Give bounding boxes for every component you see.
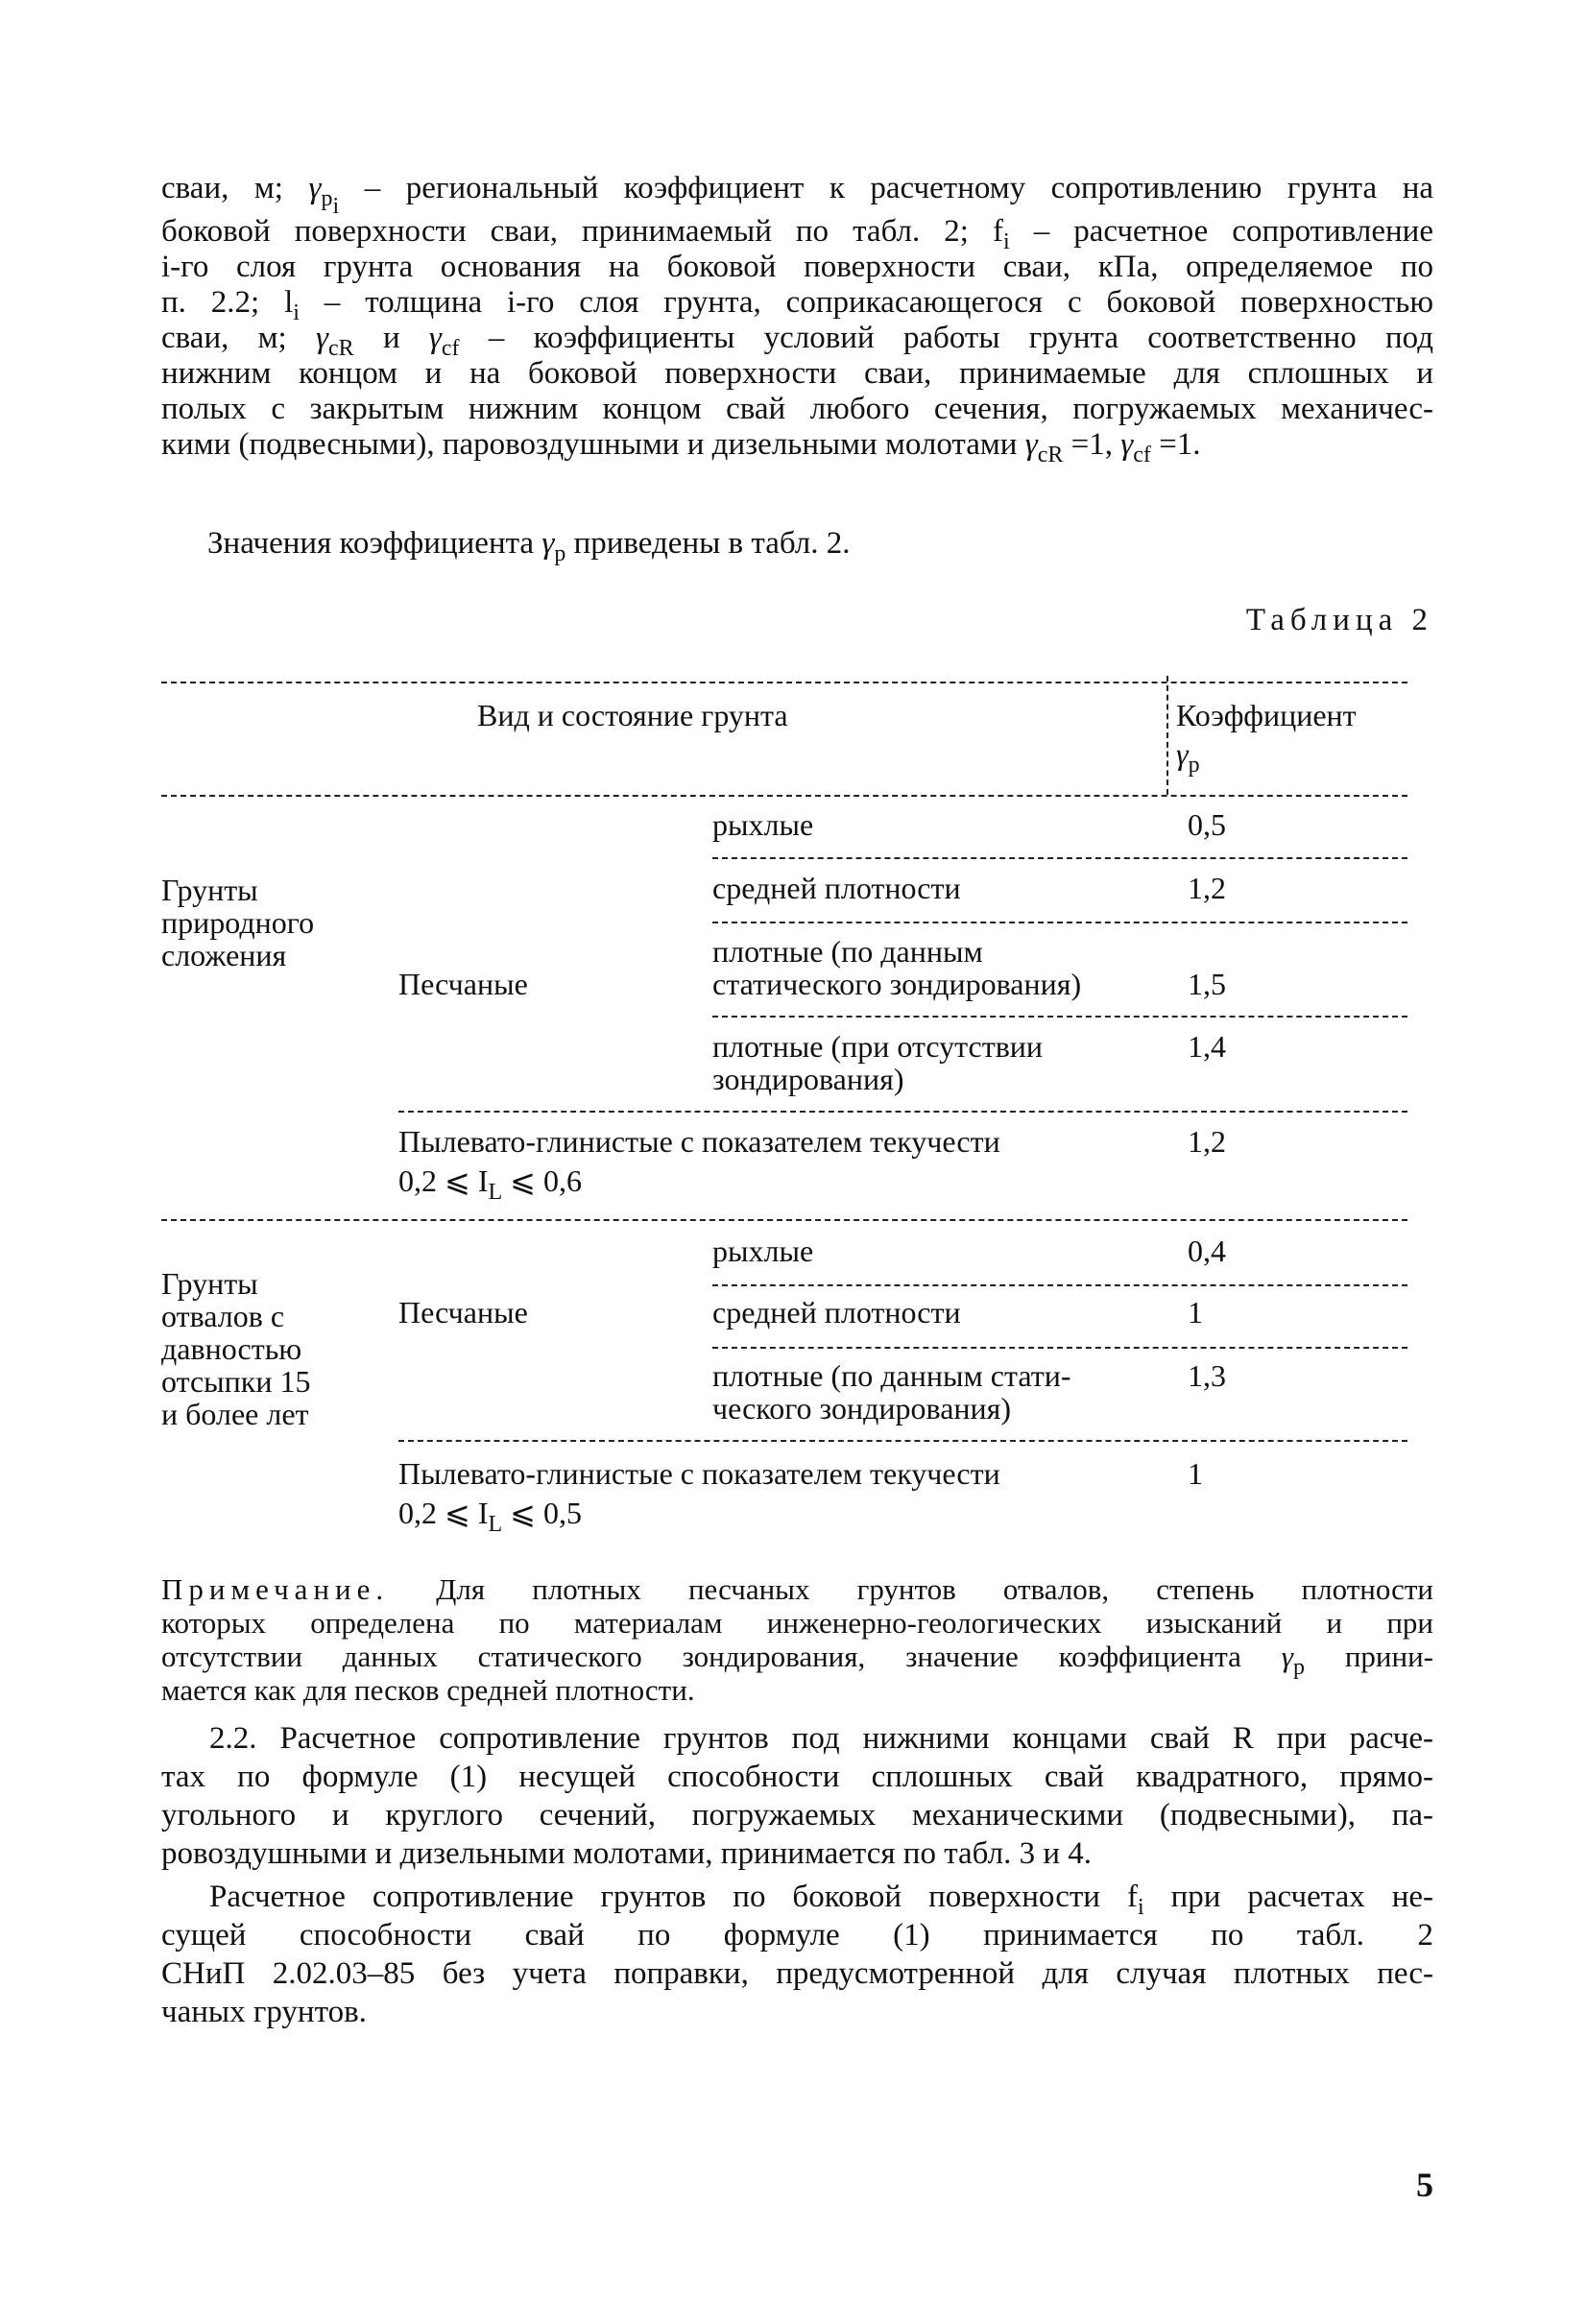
- table-rule: [712, 1347, 1407, 1349]
- row-value: 0,4: [1188, 1234, 1226, 1268]
- section-2-2: [161, 1723, 1433, 1877]
- row-desc: средней плотности: [712, 1295, 961, 1330]
- text-line: п. 2.2; $l_i$ – толщина i-го слоя грунта, соприкасающегося с боковой поверхностью: [161, 285, 1434, 325]
- row-value: 1,4: [1188, 1029, 1226, 1064]
- table-rule: [161, 1219, 1407, 1221]
- row-desc: рыхлые: [712, 807, 814, 842]
- table-note: [161, 1574, 1433, 1709]
- text-line: боковой поверхности сваи, принимаемый по табл. 2; $f_i$ – расчетное сопротивление: [161, 214, 1433, 254]
- row-value: 1,5: [1188, 967, 1226, 1001]
- table-column-rule: [1166, 676, 1168, 795]
- text-line: полых с закрытым нижним концом свай любого сечения, погружаемых механичес-: [161, 392, 1433, 426]
- table-rule: [161, 682, 1407, 683]
- text-line: отсутствии данных статического зондирования, значение коэффициента $\gamma_p$ прини-: [161, 1640, 1433, 1680]
- header-coefficient: Коэффициент: [1176, 698, 1357, 732]
- row-value: 1: [1188, 1456, 1203, 1491]
- side-resistance-paragraph: [161, 1881, 1433, 2035]
- text-line: мается как для песков средней плотности.: [161, 1673, 695, 1707]
- table-rule: [712, 1284, 1407, 1286]
- group-natural-label: Грунты природного сложения: [161, 873, 315, 972]
- values-line: Значения коэффициента $\gamma_p$ приведены в табл. 2.: [207, 526, 851, 566]
- text-line: i-го слоя грунта основания на боковой поверхности сваи, кПа, определяемое по: [161, 250, 1433, 284]
- text-line: Расчетное сопротивление грунтов по боковой поверхности $f_i$ при расчетах не-: [209, 1880, 1433, 1920]
- intro-paragraph: [161, 173, 1433, 465]
- row-desc: плотные (по данным стати- ческого зондирования): [712, 1358, 1071, 1426]
- row-desc: плотные (по данным статического зондирования): [712, 934, 1082, 1001]
- text-line: ровоздушными и дизельными молотами, принимается по табл. 3 и 4.: [161, 1836, 1093, 1871]
- table-caption: Таблица 2: [1245, 603, 1433, 637]
- row-value: 1,2: [1188, 1124, 1226, 1159]
- row-value: 1,3: [1188, 1358, 1226, 1393]
- text-line: нижним концом и на боковой поверхности сваи, принимаемые для сплошных и: [161, 356, 1433, 391]
- table-rule: [398, 1111, 1407, 1113]
- table-rule: [398, 1440, 1407, 1442]
- row-desc: средней плотности: [712, 871, 961, 905]
- table-rule: [712, 922, 1407, 923]
- silty-desc: Пылевато-глинистые с показателем текучести: [398, 1456, 1000, 1491]
- row-desc: плотные (при отсутствии зондирования): [712, 1029, 1044, 1096]
- text-line: которых определена по материалам инженерно-геологических изысканий и при: [161, 1606, 1433, 1640]
- group-natural-sandy: Песчаные: [398, 967, 528, 1001]
- silty-desc: Пылевато-глинистые с показателем текучести: [398, 1124, 1000, 1159]
- silty-condition: 0,2 ⩽ $I_L$ ⩽ 0,6: [398, 1163, 582, 1205]
- text-line: Примечание. Для плотных песчаных грунтов отвалов, степень плотности: [161, 1572, 1433, 1606]
- table-rule: [712, 857, 1407, 859]
- group-dumps-label: Грунты отвалов с давностью отсыпки 15 и более лет: [161, 1266, 311, 1431]
- table-rule: [712, 1016, 1407, 1018]
- text-line: сваи, м; $\gamma_{p_i}$ – региональный коэффициент к расчетному сопротивлению грунта на: [161, 171, 1433, 219]
- row-value: 1: [1188, 1295, 1203, 1330]
- silty-condition: 0,2 ⩽ $I_L$ ⩽ 0,5: [398, 1496, 582, 1537]
- row-value: 1,2: [1188, 871, 1226, 905]
- page-number: 5: [1416, 2166, 1433, 2204]
- text-line: СНиП 2.02.03–85 без учета поправки, предусмотренной для случая плотных пес-: [161, 1956, 1433, 1991]
- text-line: кими (подвесными), паровоздушными и дизельными молотами $\gamma_{cR} =1$, $\gamma_{cf} =1$.: [161, 427, 1201, 467]
- text-line: сваи, м; $\gamma_{cR}$ и $\gamma_{cf}$ – коэффициенты условий работы грунта соответственно под: [161, 321, 1433, 361]
- text-line: сущей способности свай по формуле (1) принимается по табл. 2: [161, 1918, 1433, 1953]
- row-desc: рыхлые: [712, 1234, 814, 1268]
- text-line: 2.2. Расчетное сопротивление грунтов под нижними концами свай R при расче-: [209, 1721, 1433, 1756]
- text-line: тах по формуле (1) несущей способности сплошных свай квадратного, прямо-: [161, 1760, 1433, 1794]
- table-rule: [161, 795, 1407, 797]
- text-line: чаных грунтов.: [161, 1995, 367, 2029]
- group-dumps-sandy: Песчаные: [398, 1295, 528, 1330]
- header-soil-type: Вид и состояние грунта: [477, 698, 788, 732]
- text-line: угольного и круглого сечений, погружаемых механическими (подвесными), па-: [161, 1798, 1433, 1833]
- header-gamma: $\gamma_p$: [1176, 736, 1200, 778]
- row-value: 0,5: [1188, 807, 1226, 842]
